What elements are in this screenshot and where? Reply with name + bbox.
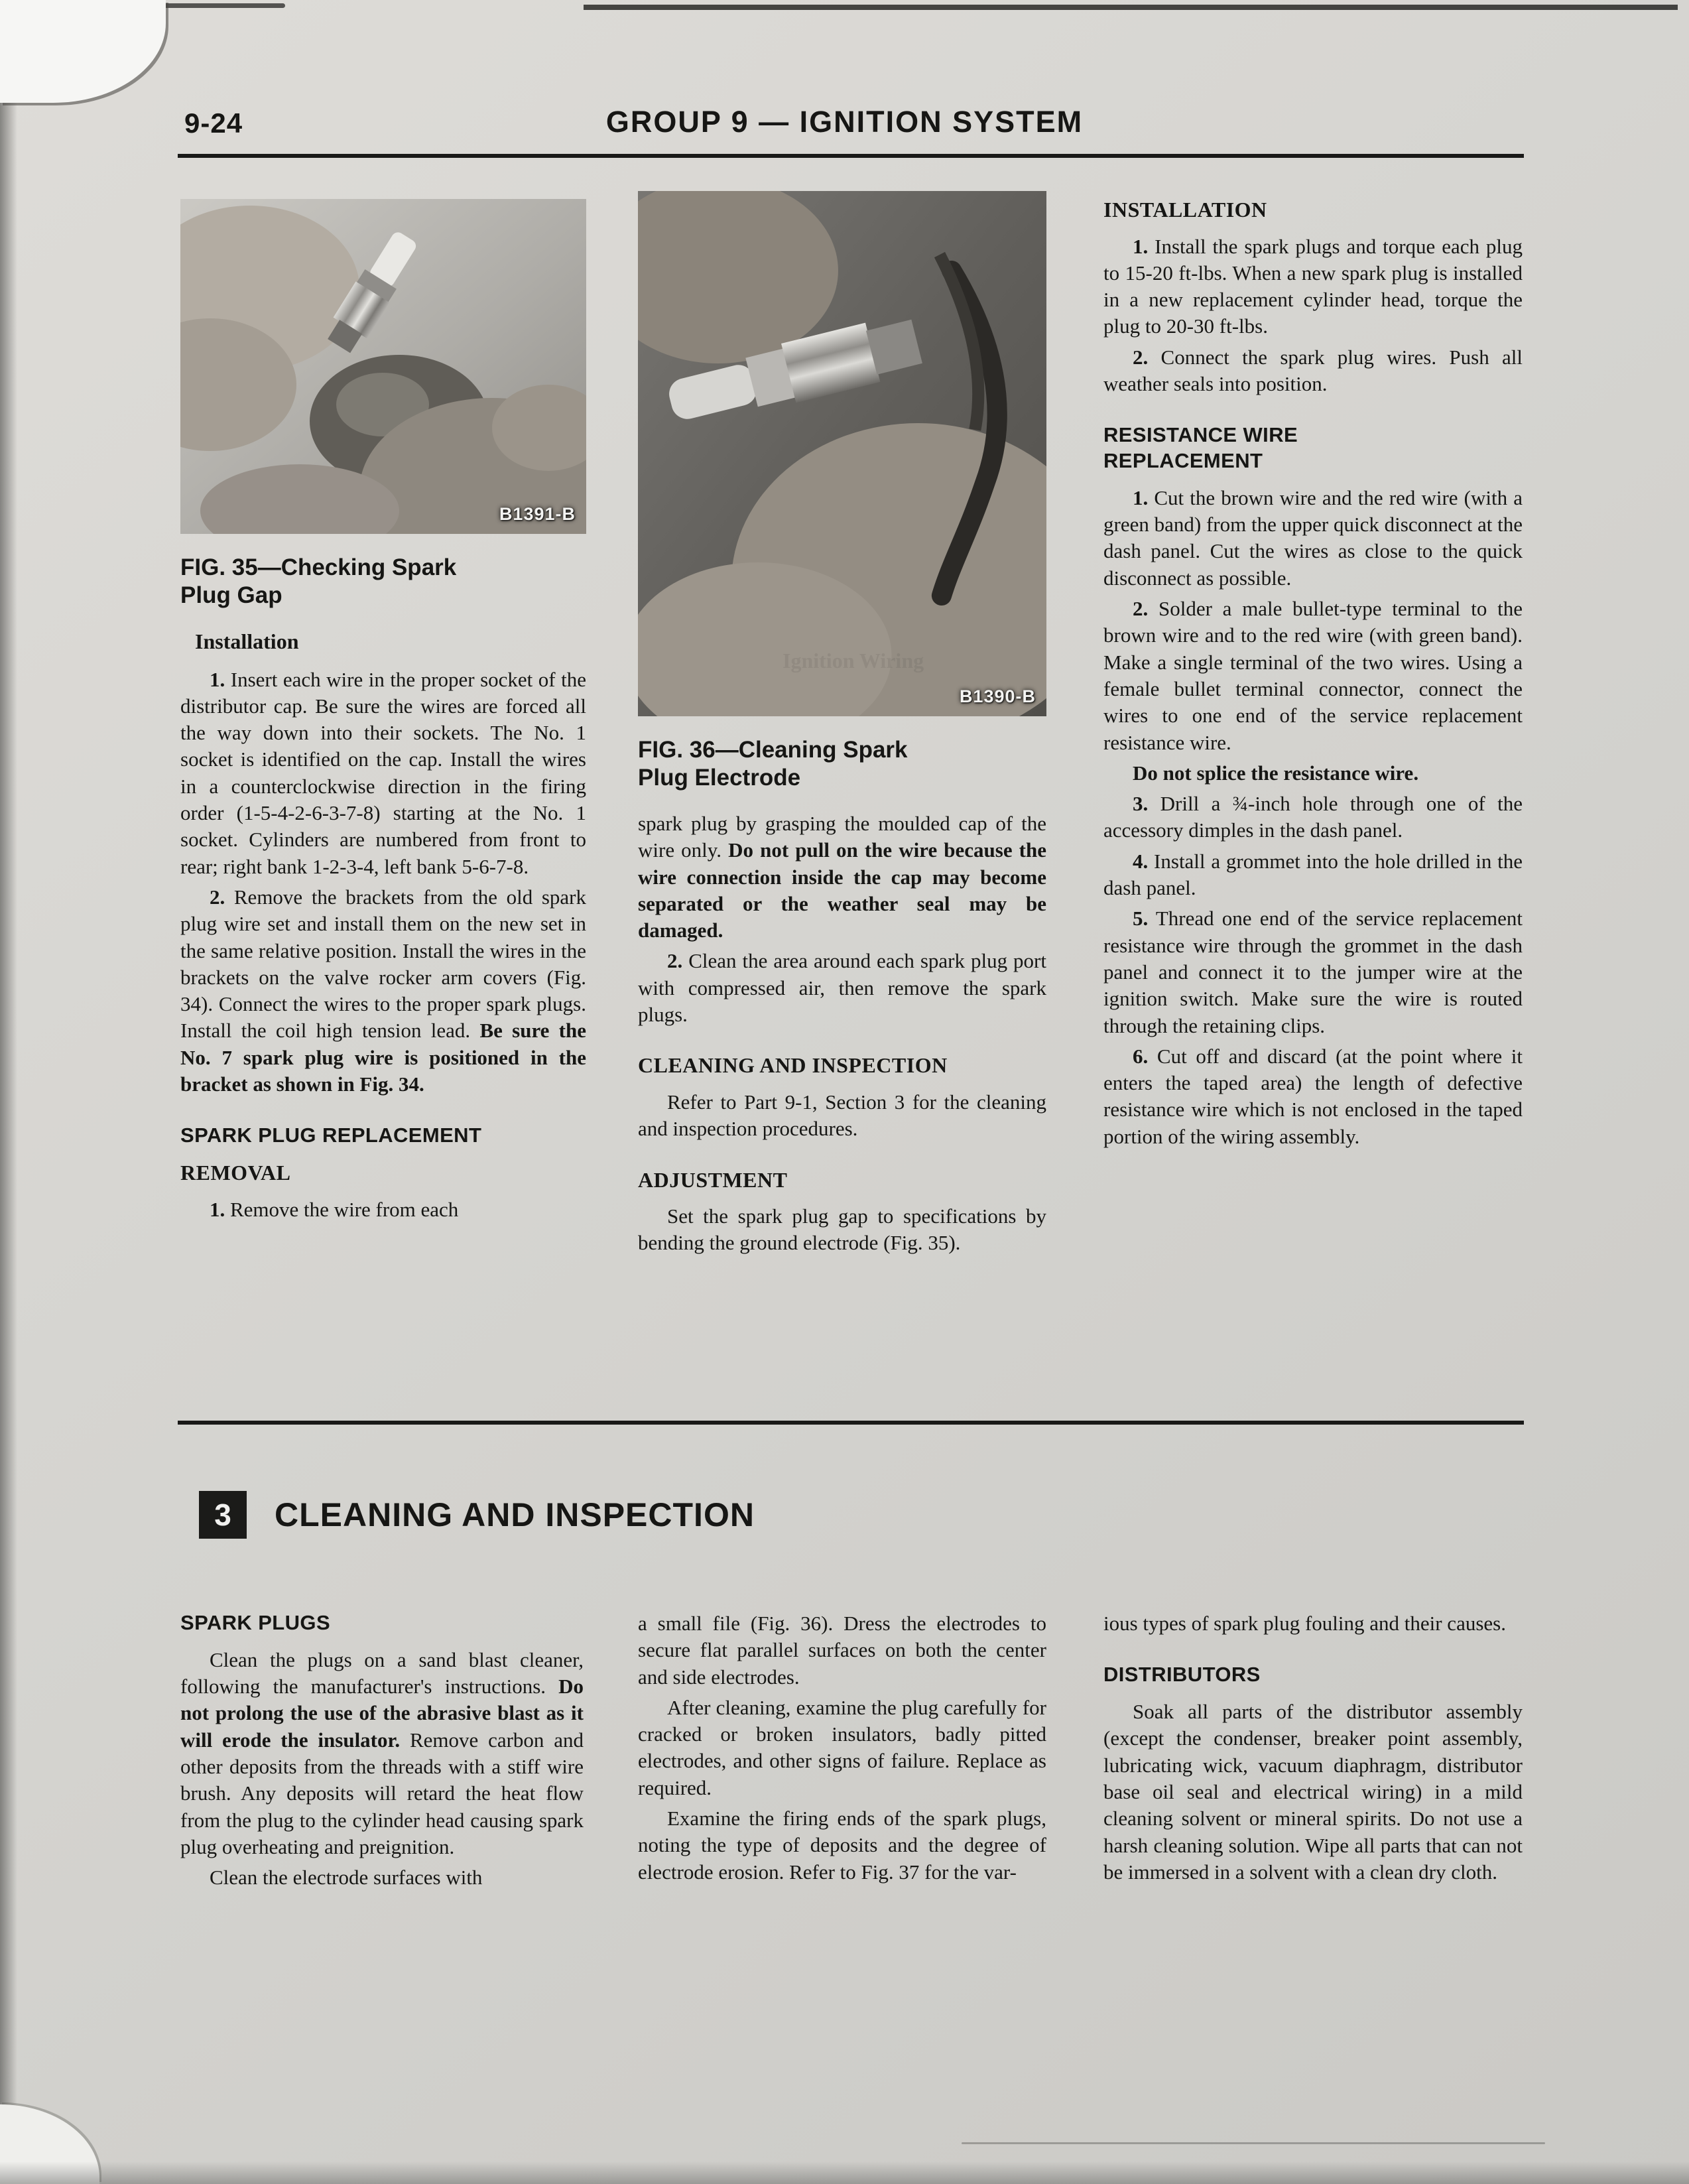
paragraph: a small file (Fig. 36). Dress the electrodes to secure flat parallel surfaces on both the center and side electrodes. — [638, 1612, 1046, 1689]
paragraph: spark plug by grasping the moulded cap of the wire only. Do not pull on the wire because the wire connection inside the cap may become separated or the weather seal may be damaged. — [638, 812, 1047, 942]
fig35-photo-code: B1391-B — [499, 503, 576, 524]
paragraph: ious types of spark plug fouling and their causes. — [1103, 1612, 1506, 1635]
scan-edge-bottom — [0, 2161, 1689, 2184]
fig35-caption: FIG. 35—Checking Spark Plug Gap — [180, 554, 457, 608]
section-number-box: 3 — [199, 1491, 247, 1539]
section-divider-rule — [178, 1421, 1524, 1425]
paragraph: 3. Drill a ¾-inch hole through one of the accessory dimples in the dash panel. — [1103, 792, 1523, 842]
paragraph: 2. Clean the area around each spark plug port with compressed air, then remove the spark plugs. — [638, 949, 1046, 1027]
fig35-photo — [180, 199, 586, 534]
section-title: CLEANING AND INSPECTION — [275, 1496, 755, 1533]
text-flow-top-left — [180, 628, 586, 1223]
heading: Installation — [195, 629, 299, 653]
paragraph: 2. Remove the brackets from the old spark plug wire set and install them on the new set in the same relative position. Install the wires in the brackets on the valve rocker arm covers (Fig. 34). Connect the wires to the proper spark plugs. Install the coil high tension lead. Be sure the No. 7 spark plug wire is positioned in the bracket as shown in Fig. 34. — [180, 885, 586, 1096]
paragraph: 2. Connect the spark plug wires. Push all weather seals into position. — [1103, 345, 1523, 396]
paragraph: 1. Cut the brown wire and the red wire (with a green band) from the upper quick disconnect at the dash panel. Cut the wires as close to the quick disconnect as possible. — [1103, 485, 1523, 590]
fig36-photo — [638, 191, 1046, 716]
section-banner — [199, 1491, 755, 1539]
heading: RESISTANCE WIRE REPLACEMENT — [1103, 423, 1298, 473]
page-number: 9-24 — [184, 107, 243, 139]
heading: ADJUSTMENT — [638, 1167, 788, 1192]
paragraph: Soak all parts of the distributor assembly (except the condenser, breaker point assembly, lubricating wick, vacuum diaphragm, distributor base oil seal and electrical wiring) in a mild cleaning solvent or mineral spirits. Do not use a harsh cleaning solution. Wipe all parts that can not be immersed in a solvent with a clean dry cloth. — [1103, 1700, 1523, 1884]
paragraph: 6. Cut off and discard (at the point where it enters the taped area) the length of defective resistance wire which is not enclosed in the taped portion of the wiring assembly. — [1103, 1044, 1523, 1148]
heading: DISTRIBUTORS — [1103, 1663, 1261, 1687]
fig36-caption: FIG. 36—Cleaning Spark Plug Electrode — [638, 737, 908, 791]
page-corner-curl-top — [0, 0, 166, 103]
scan-edge-left — [0, 0, 17, 2184]
heading: INSTALLATION — [1103, 198, 1267, 222]
column-top-middle — [638, 191, 1046, 1261]
paragraph: 4. Install a grommet into the hole drilled in the dash panel. — [1103, 849, 1523, 900]
column-top-left — [180, 199, 586, 1227]
heading: CLEANING AND INSPECTION — [638, 1053, 948, 1078]
paragraph: 1. Remove the wire from each — [210, 1197, 459, 1221]
paragraph: Refer to Part 9-1, Section 3 for the cleaning and inspection procedures. — [638, 1090, 1046, 1141]
text-flow-bottom-right — [1103, 1610, 1523, 1886]
scan-edge-top-right — [584, 5, 1678, 10]
fig36-photo-code: B1390-B — [959, 686, 1036, 706]
text-flow-top-right — [1103, 196, 1523, 1150]
header-rule — [178, 154, 1524, 158]
paragraph: 5. Thread one end of the service replacement resistance wire through the grommet in the dash panel and connect it to the jumper wire at the ignition switch. Make sure the wire is routed through the retaining clips. — [1103, 907, 1523, 1037]
paragraph: Clean the electrode surfaces with — [210, 1866, 483, 1890]
text-flow-top-middle — [638, 810, 1046, 1257]
column-top-right — [1103, 196, 1523, 1154]
paragraph: Clean the plugs on a sand blast cleaner, following the manufacturer's instructions. Do not prolong the use of the abrasive blast as it will erode the insulator. Remove carbon and other deposits from the threads with a stiff wire brush. Any deposits will retard the heat flow from the plug to the cylinder head causing spark plug overheating and preignition. — [180, 1647, 584, 1858]
fig35-photo-illustration — [180, 199, 586, 534]
paragraph: 1. Insert each wire in the proper socket of the distributor cap. Be sure the wires are forced all the way down into their sockets. The No. 1 socket is identified on the cap. Install the wires in a counterclockwise direction in the firing order (1-5-4-2-6-3-7-8) starting at the No. 1 socket. Cylinders are numbered from front to rear; right bank 1-2-3-4, left bank 5-6-7-8. — [180, 667, 586, 878]
page-title: GROUP 9 — IGNITION SYSTEM — [605, 105, 1084, 139]
paragraph: 2. Solder a male bullet-type terminal to the brown wire and to the red wire (with green band). Make a single terminal of the two wires. Using a female bullet terminal connector, connect the wires to one end of the service replacement resistance wire. — [1103, 597, 1523, 754]
column-bottom-middle — [638, 1610, 1046, 1890]
paragraph: Do not splice the resistance wire. — [1133, 761, 1419, 785]
next-page-edge-line — [962, 2142, 1545, 2144]
heading: SPARK PLUGS — [180, 1611, 331, 1634]
paragraph: After cleaning, examine the plug carefully for cracked or broken insulators, badly pitted electrodes, and other signs of failure. Replace as required. — [638, 1695, 1046, 1799]
paragraph: 1. Install the spark plugs and torque each plug to 15-20 ft-lbs. When a new spark plug is installed in a new replacement cylinder head, torque the plug to 20-30 ft-lbs. — [1103, 234, 1523, 338]
heading: REMOVAL — [180, 1161, 291, 1185]
paragraph: Examine the firing ends of the spark plugs, noting the type of deposits and the degree of electrode erosion. Refer to Fig. 37 for the var- — [638, 1807, 1046, 1884]
column-bottom-left — [180, 1610, 584, 1895]
heading: SPARK PLUG REPLACEMENT — [180, 1124, 482, 1147]
fig36-photo-illustration — [638, 191, 1046, 716]
paragraph: Set the spark plug gap to specifications by bending the ground electrode (Fig. 35). — [638, 1204, 1046, 1255]
column-bottom-right — [1103, 1610, 1523, 1890]
text-flow-bottom-middle — [638, 1610, 1046, 1886]
text-flow-bottom-left — [180, 1610, 584, 1891]
